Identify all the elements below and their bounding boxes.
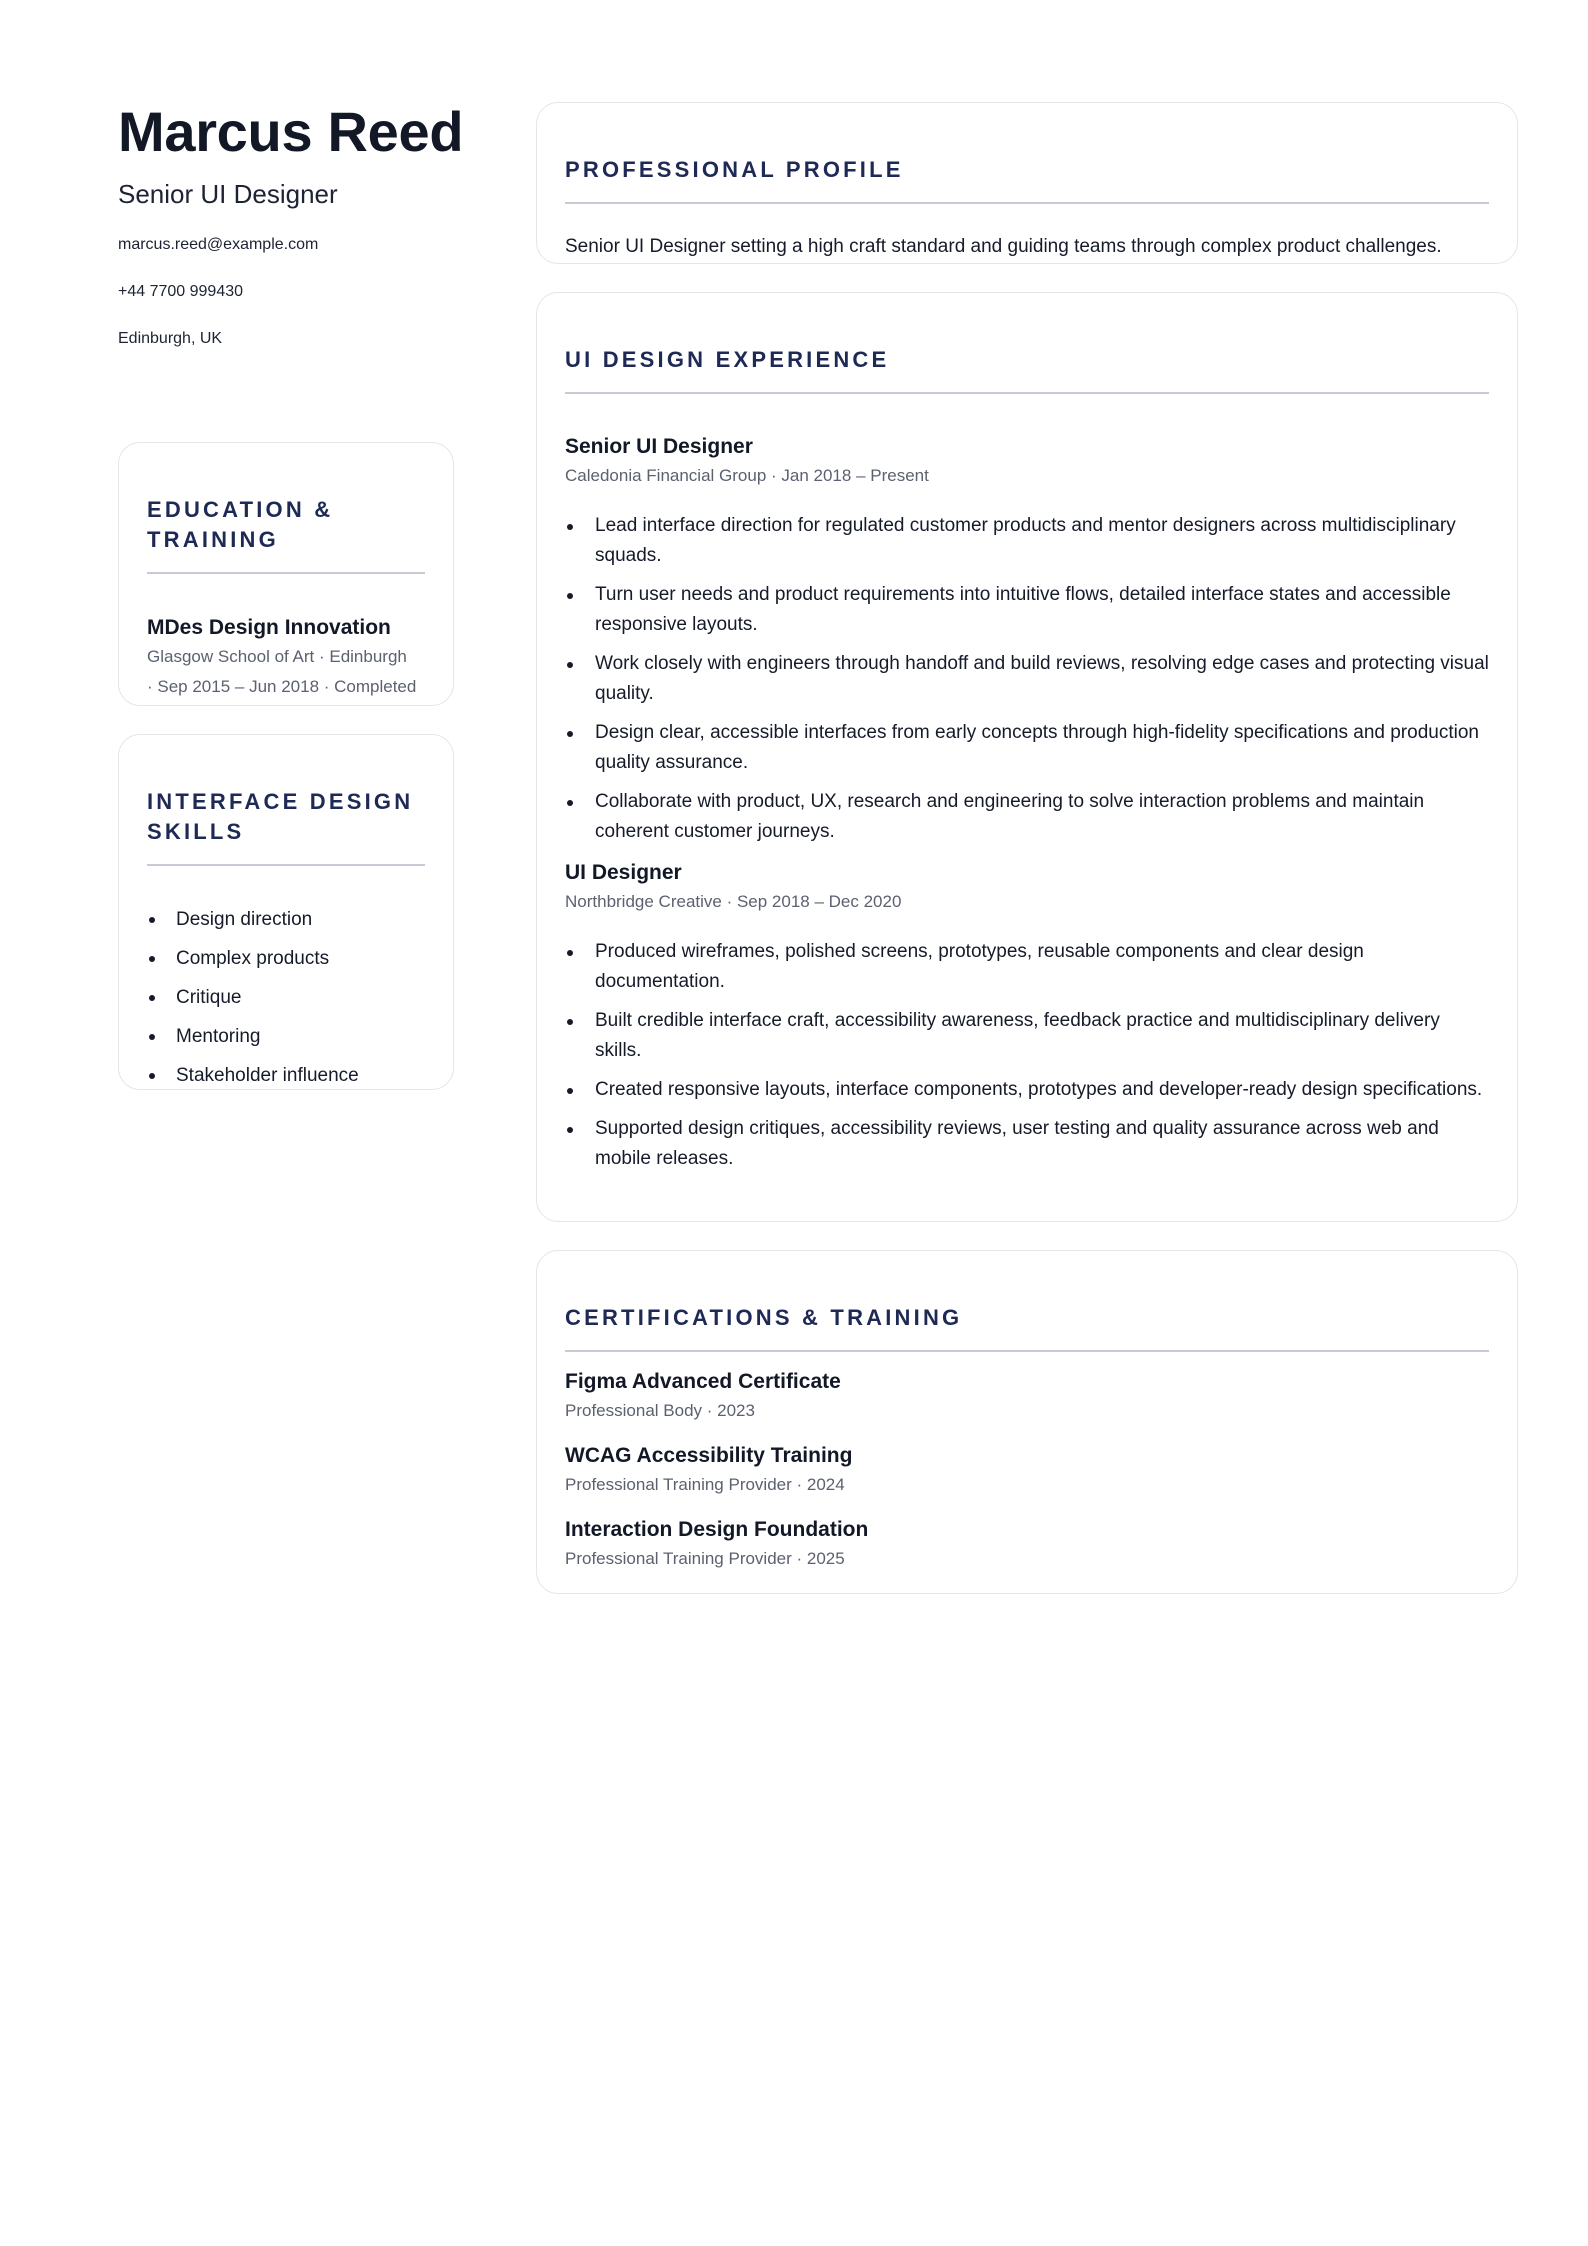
job-title: UI Designer [565, 861, 682, 884]
education-meta-line2: · Sep 2015 – Jun 2018 · Completed [147, 677, 417, 696]
job-bullet: Lead interface direction for regulated customer products and mentor designers across multidisciplinary squads. [565, 511, 1489, 571]
education-meta-line1: Glasgow School of Art · Edinburgh [147, 647, 407, 666]
cert-meta: Professional Training Provider · 2025 [565, 1549, 845, 1568]
job-entry [565, 433, 1489, 847]
cert-entry [565, 1442, 1489, 1498]
cert-name: WCAG Accessibility Training [565, 1444, 853, 1467]
job-title: Senior UI Designer [565, 435, 753, 458]
cert-name: Figma Advanced Certificate [565, 1370, 841, 1393]
skills-card [118, 734, 454, 1090]
skills-list [147, 900, 425, 1095]
cert-meta: Professional Training Provider · 2024 [565, 1475, 845, 1494]
job-bullet: Created responsive layouts, interface components, prototypes and developer-ready design specifications. [565, 1075, 1489, 1105]
section-divider [565, 392, 1489, 394]
job-bullet: Work closely with engineers through handoff and build reviews, resolving edge cases and protecting visual quality. [565, 649, 1489, 709]
contact-details [118, 234, 454, 375]
skill-item: Mentoring [147, 1017, 425, 1056]
job-entry [565, 859, 1489, 1174]
cert-entry [565, 1368, 1489, 1424]
education-section-title [147, 495, 425, 555]
education-title-line1: EDUCATION & [147, 497, 334, 522]
skill-item: Design direction [147, 900, 425, 939]
job-bullet: Built credible interface craft, accessibility awareness, feedback practice and multidisciplinary delivery skills. [565, 1006, 1489, 1066]
candidate-role: Senior UI Designer [118, 179, 338, 210]
education-degree: MDes Design Innovation [147, 616, 391, 639]
profile-card [536, 102, 1518, 264]
job-bullet: Turn user needs and product requirements into intuitive flows, detailed interface states and accessible responsive layouts. [565, 580, 1489, 640]
section-divider [147, 864, 425, 866]
certifications-section-title: CERTIFICATIONS & TRAINING [565, 1305, 963, 1330]
job-bullet: Design clear, accessible interfaces from early concepts through high-fidelity specifications and production quality assurance. [565, 718, 1489, 778]
education-title-line2: TRAINING [147, 527, 279, 552]
job-bullets [565, 937, 1489, 1174]
job-bullet: Supported design critiques, accessibility reviews, user testing and quality assurance across web and mobile releases. [565, 1114, 1489, 1174]
section-divider [565, 1350, 1489, 1352]
skills-section-title [147, 787, 425, 847]
skill-item: Complex products [147, 939, 425, 978]
job-meta: Caledonia Financial Group · Jan 2018 – Present [565, 466, 929, 485]
skills-title-line2: SKILLS [147, 819, 245, 844]
cert-entry [565, 1516, 1489, 1572]
job-bullet: Produced wireframes, polished screens, prototypes, reusable components and clear design documentation. [565, 937, 1489, 997]
certifications-card [536, 1250, 1518, 1594]
skills-title-line1: INTERFACE DESIGN [147, 789, 414, 814]
job-meta: Northbridge Creative · Sep 2018 – Dec 2020 [565, 892, 902, 911]
skill-item: Stakeholder influence [147, 1056, 425, 1095]
section-divider [565, 202, 1489, 204]
experience-card [536, 292, 1518, 1222]
education-card [118, 442, 454, 706]
experience-section-title: UI DESIGN EXPERIENCE [565, 347, 890, 372]
contact-header [118, 98, 464, 375]
candidate-name: Marcus Reed [118, 100, 464, 163]
profile-summary: Senior UI Designer setting a high craft standard and guiding teams through complex product challenges. [565, 236, 1442, 257]
section-divider [147, 572, 425, 574]
cert-meta: Professional Body · 2023 [565, 1401, 755, 1420]
email-text: marcus.reed@example.com [118, 236, 319, 254]
cert-name: Interaction Design Foundation [565, 1518, 869, 1541]
location-text: Edinburgh, UK [118, 330, 223, 348]
skill-item: Critique [147, 978, 425, 1017]
phone-text: +44 7700 999430 [118, 283, 244, 301]
job-bullets [565, 511, 1489, 847]
profile-section-title: PROFESSIONAL PROFILE [565, 157, 904, 182]
job-bullet: Collaborate with product, UX, research and engineering to solve interaction problems and maintain coherent customer journeys. [565, 787, 1489, 847]
